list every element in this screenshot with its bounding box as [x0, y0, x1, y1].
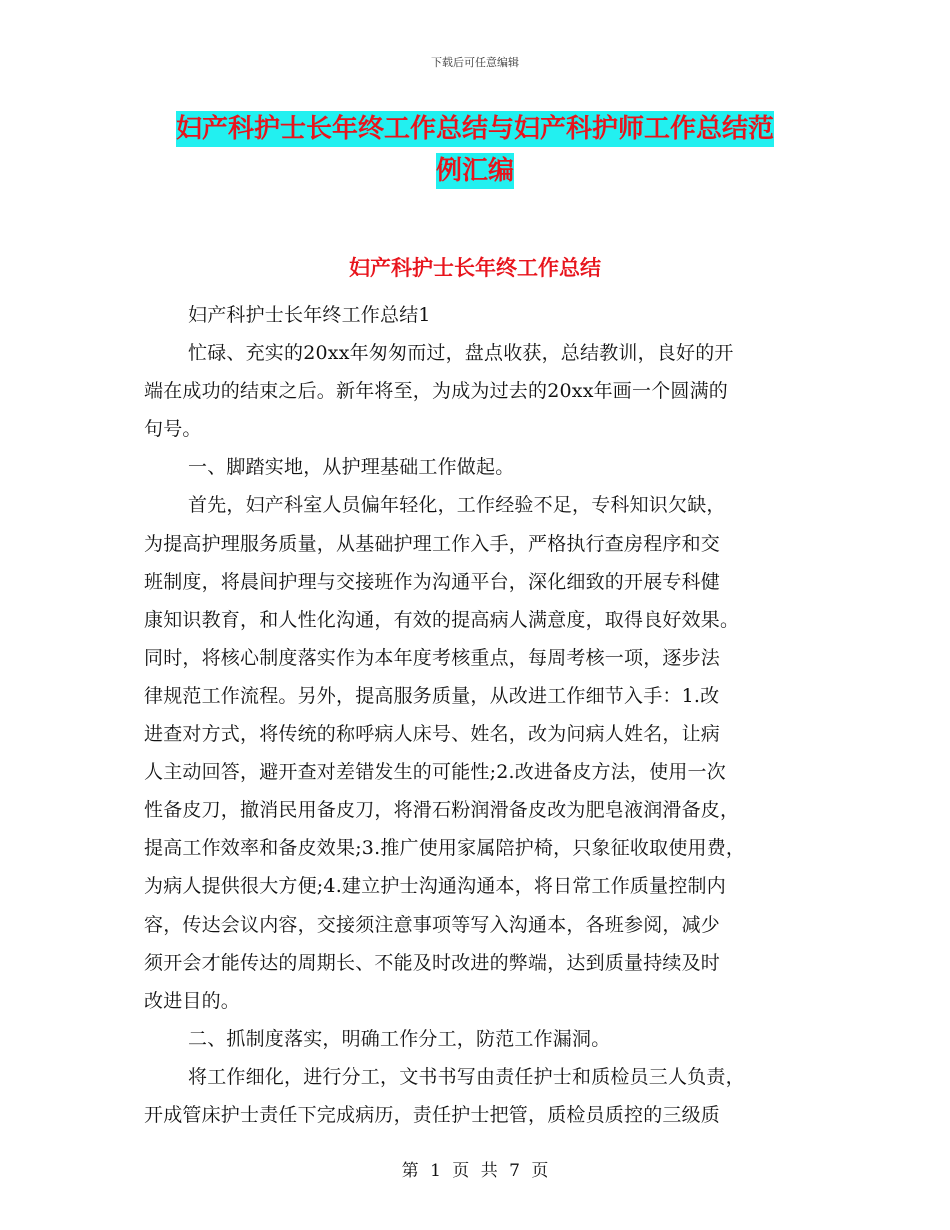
paragraph-line: 须开会才能传达的周期长、不能及时改进的弊端，达到质量持续及时	[144, 951, 721, 974]
document-title-line-1	[0, 116, 950, 142]
document-title-line-2	[0, 158, 950, 184]
paragraph-line: 为提高护理服务质量，从基础护理工作入手，严格执行查房程序和交	[144, 532, 721, 555]
document-title-text-2: 例汇编	[436, 153, 514, 189]
page-number-footer: 第 1 页 共 7 页	[401, 1161, 549, 1181]
paragraph-line: 同时，将核心制度落实作为本年度考核重点，每周考核一项，逐步法	[144, 646, 721, 669]
paragraph-line: 律规范工作流程。另外，提高服务质量，从改进工作细节入手：1.改	[144, 684, 720, 707]
paragraph-line: 康知识教育，和人性化沟通，有效的提高病人满意度，取得良好效果。	[144, 608, 740, 631]
document-title-text-1: 妇产科护士长年终工作总结与妇产科护师工作总结范	[176, 111, 774, 147]
paragraph-line: 改进目的。	[144, 989, 241, 1012]
paragraph-line: 进查对方式，将传统的称呼病人床号、姓名，改为问病人姓名，让病	[144, 723, 721, 746]
paragraph-line: 忙碌、充实的20xx年匆匆而过，盘点收获，总结教训，良好的开	[188, 342, 734, 365]
paragraph-line: 班制度，将晨间护理与交接班作为沟通平台，深化细致的开展专科健	[144, 570, 721, 593]
paragraph-line: 端在成功的结束之后。新年将至，为成为过去的20xx年画一个圆满的	[144, 380, 729, 403]
paragraph-line: 提高工作效率和备皮效果;3.推广使用家属陪护椅，只象征收取使用费，	[144, 837, 746, 860]
paragraph-line: 首先，妇产科室人员偏年轻化，工作经验不足，专科知识欠缺，	[188, 494, 726, 517]
paragraph-line: 人主动回答，避开查对差错发生的可能性;2.改进备皮方法，使用一次	[144, 761, 726, 784]
paragraph-line: 妇产科护士长年终工作总结1	[188, 304, 431, 326]
document-body	[144, 296, 809, 1134]
paragraph-line: 将工作细化，进行分工，文书书写由责任护士和质检员三人负责，	[188, 1065, 745, 1088]
paragraph-line: 一、脚踏实地，从护理基础工作做起。	[188, 456, 515, 479]
paragraph-line: 二、抓制度落实，明确工作分工，防范工作漏洞。	[188, 1027, 611, 1050]
paragraph-line: 性备皮刀，撤消民用备皮刀，将滑石粉润滑备皮改为肥皂液润滑备皮，	[144, 799, 740, 822]
paragraph-line: 容，传达会议内容，交接须注意事项等写入沟通本，各班参阅，减少	[144, 913, 721, 936]
paragraph-line: 为病人提供很大方便;4.建立护士沟通沟通本，将日常工作质量控制内	[144, 875, 726, 898]
section-title: 妇产科护士长年终工作总结	[349, 255, 601, 280]
page-header-note: 下载后可任意编辑	[431, 56, 519, 69]
paragraph-line: 句号。	[144, 418, 202, 441]
paragraph-line: 开成管床护士责任下完成病历，责任护士把管，质检员质控的三级质	[144, 1103, 721, 1126]
